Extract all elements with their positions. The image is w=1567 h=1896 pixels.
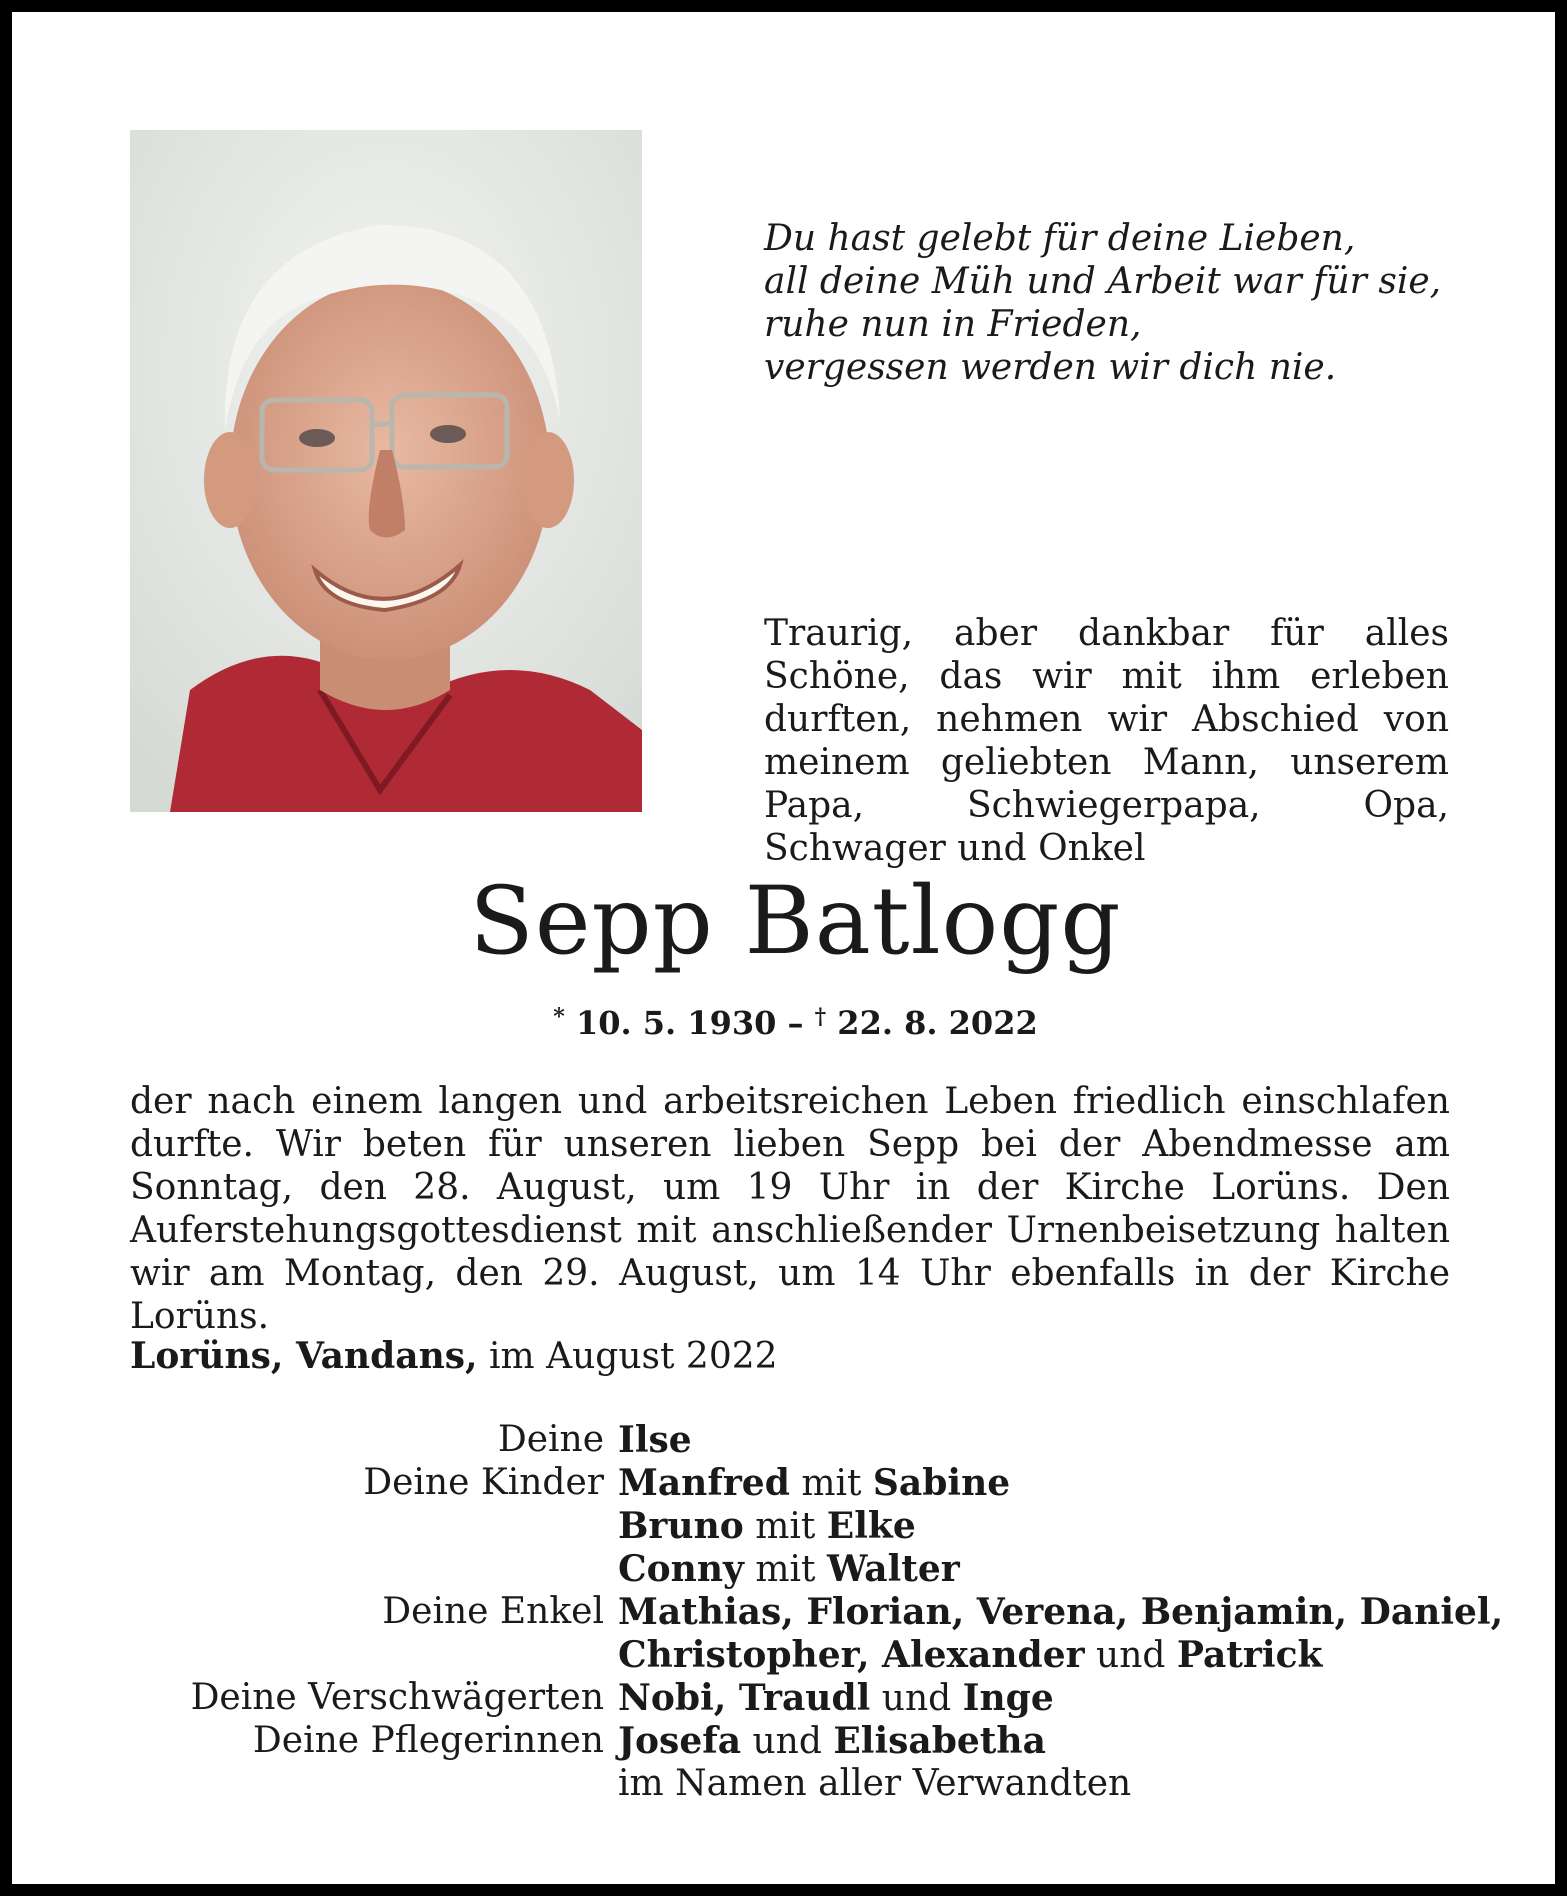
- service-details-paragraph: der nach einem langen und arbeitsreichen Leben friedlich einschlafen durfte. Wir beten für unseren lieben Sepp bei der Abendmesse am Sonntag, den 28. August, um 19 Uhr in der Kirche Lorüns. Den Auferstehungsgottesdienst mit anschließender Urnenbeisetzung halten wir am Montag, den 29. August, um 14 Uhr ebenfalls in der Kirche Lorüns.: [130, 1081, 1450, 1337]
- deceased-name: Sepp Batlogg: [469, 867, 1122, 976]
- family-connector: mit: [743, 1549, 827, 1590]
- intro-paragraph: Traurig, aber dankbar für alles Schöne, das wir mit ihm erleben durften, nehmen wir Abschied von meinem geliebten Mann, unserem Papa, Schwiegerpapa, Opa, Schwager und Onkel: [764, 613, 1449, 869]
- family-connector: und: [870, 1678, 963, 1719]
- family-relation-label: [130, 1763, 618, 1805]
- family-member-name: Sabine: [872, 1462, 1011, 1504]
- family-row: [130, 1462, 1460, 1505]
- family-row: [130, 1548, 1460, 1591]
- verse-line: all deine Müh und Arbeit war für sie,: [764, 261, 1442, 302]
- family-member-name: Josefa: [618, 1720, 742, 1762]
- family-row: [130, 1505, 1460, 1548]
- family-member-name: Bruno: [618, 1505, 744, 1547]
- family-names: [618, 1763, 1458, 1805]
- family-relation-label: [130, 1634, 618, 1677]
- family-connector: mit: [743, 1506, 827, 1547]
- family-names: [618, 1634, 1458, 1677]
- family-names: [618, 1591, 1504, 1634]
- birth-symbol: *: [553, 1004, 565, 1030]
- family-relation-label: Deine Kinder: [363, 1462, 604, 1503]
- family-row: [130, 1419, 1460, 1462]
- family-relation-label: Deine: [497, 1419, 604, 1460]
- family-names: [618, 1419, 1458, 1462]
- family-row: [130, 1720, 1460, 1763]
- family-relation-label: [130, 1505, 618, 1548]
- portrait-illustration: [130, 130, 642, 812]
- family-member-name: Inge: [962, 1677, 1054, 1719]
- place-names: Lorüns, Vandans,: [130, 1335, 478, 1377]
- family-member-name: Patrick: [1176, 1634, 1323, 1676]
- family-row: [130, 1677, 1460, 1720]
- family-relation-label: Deine Pflegerinnen: [252, 1720, 604, 1761]
- verse-line: Du hast gelebt für deine Lieben,: [764, 218, 1356, 259]
- family-member-name: Manfred: [618, 1462, 790, 1504]
- family-names: [618, 1720, 1458, 1763]
- family-member-name: Nobi, Traudl: [618, 1677, 871, 1719]
- place-and-date: [130, 1335, 778, 1378]
- family-member-name: Walter: [826, 1548, 960, 1590]
- family-row: [130, 1763, 1460, 1805]
- family-names: [618, 1548, 1458, 1591]
- family-relation-label: Deine Enkel: [382, 1591, 604, 1632]
- verse-line: vergessen werden wir dich nie.: [764, 347, 1337, 388]
- verse-line: ruhe nun in Frieden,: [764, 304, 1142, 345]
- death-date: 22. 8. 2022: [837, 1004, 1038, 1042]
- family-relation-label: [130, 1548, 618, 1591]
- date-separator: –: [787, 1004, 804, 1042]
- family-row: [130, 1634, 1460, 1677]
- family-member-name: Elisabetha: [833, 1720, 1046, 1762]
- family-row: [130, 1591, 1504, 1634]
- place-date: im August 2022: [477, 1336, 778, 1377]
- family-list: [130, 1419, 1504, 1805]
- family-connector: im Namen aller Verwandten: [618, 1763, 1132, 1804]
- memorial-verse: [764, 217, 1441, 389]
- family-member-name: Conny: [618, 1548, 744, 1590]
- family-names: [618, 1677, 1458, 1720]
- family-member-name: Christopher, Alexander: [618, 1634, 1085, 1676]
- birth-date: 10. 5. 1930: [575, 1004, 777, 1042]
- family-member-name: Mathias, Florian, Verena, Benjamin, Daniel,: [618, 1591, 1504, 1633]
- family-connector: und: [741, 1721, 834, 1762]
- family-names: [618, 1462, 1458, 1505]
- family-member-name: Ilse: [618, 1419, 692, 1461]
- family-member-name: Elke: [826, 1505, 916, 1547]
- portrait-photo: [130, 130, 642, 812]
- life-dates: [12, 997, 1567, 1043]
- family-connector: mit: [789, 1463, 873, 1504]
- family-connector: und: [1084, 1635, 1177, 1676]
- death-symbol: †: [814, 1004, 827, 1030]
- family-names: [618, 1505, 1458, 1548]
- family-relation-label: Deine Verschwägerten: [190, 1677, 604, 1718]
